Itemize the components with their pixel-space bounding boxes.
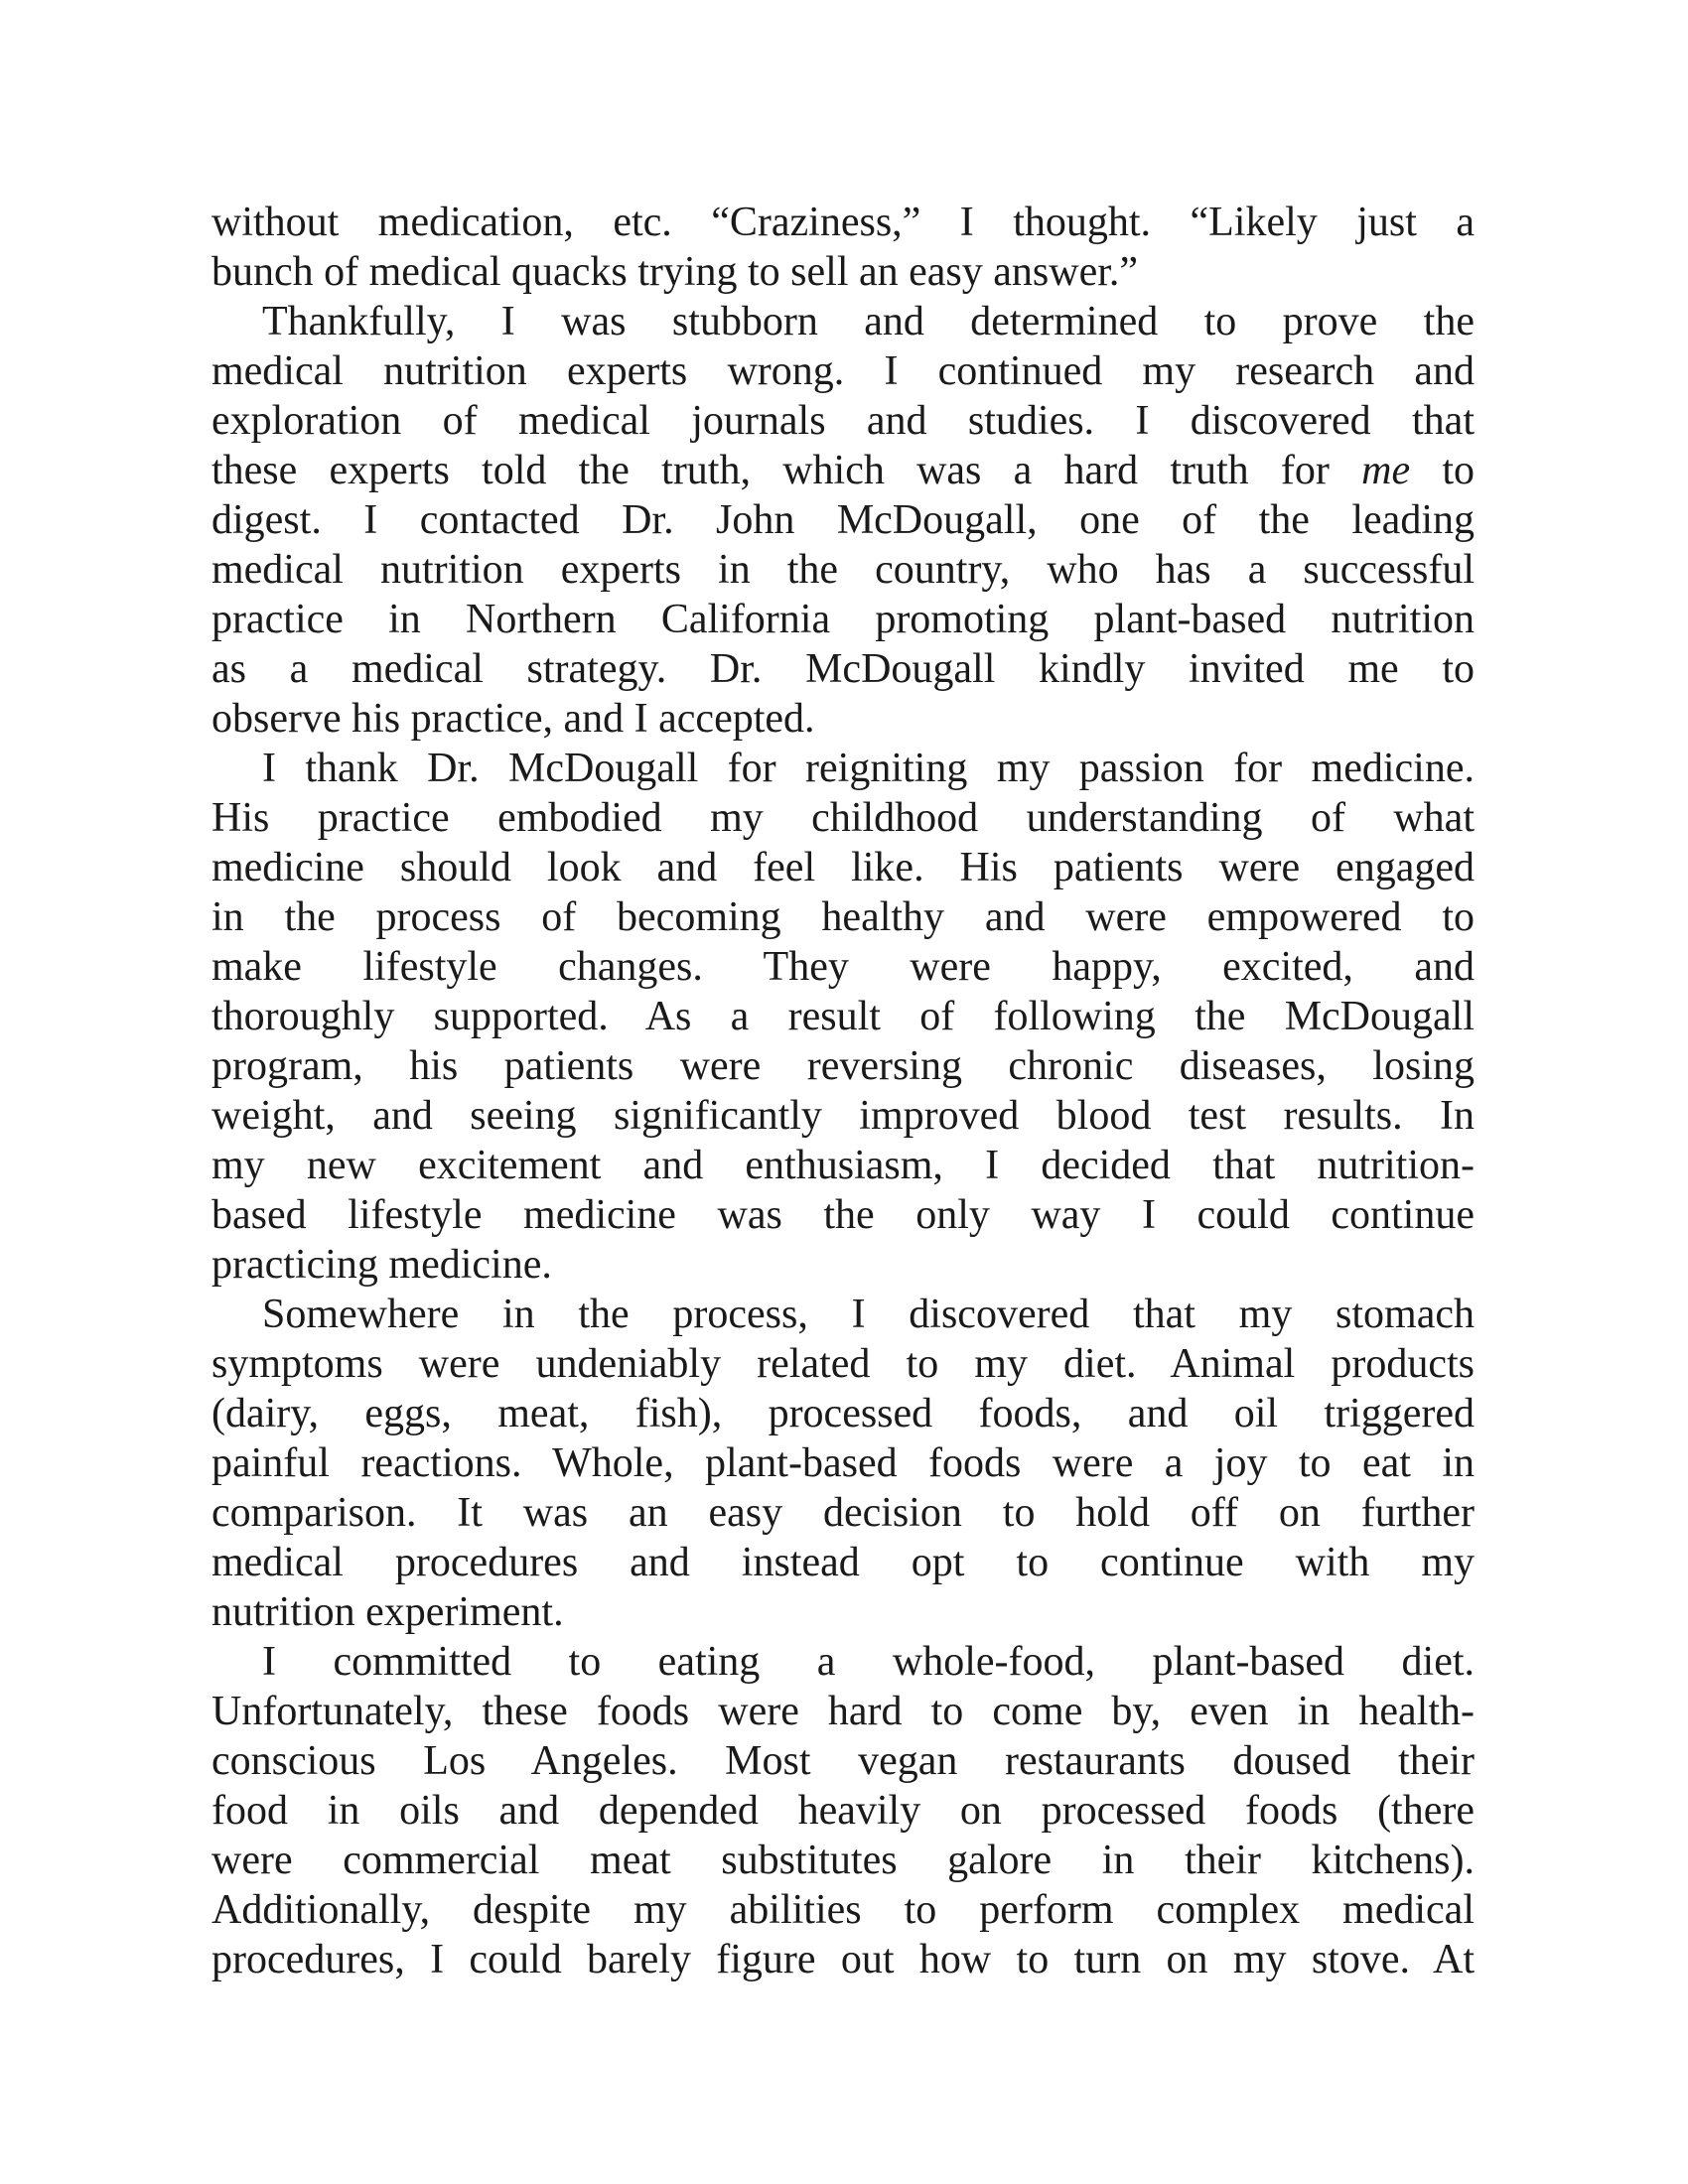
text-line: medical nutrition experts wrong. I continued my research and xyxy=(211,348,1475,394)
text-line: Somewhere in the process, I discovered that my stomach xyxy=(262,1292,1475,1337)
text-segment: to xyxy=(1410,448,1476,493)
paragraph xyxy=(211,1290,1475,1637)
text-line: medical procedures and instead opt to continue with my xyxy=(211,1540,1475,1585)
text-line: painful reactions. Whole, plant-based foods were a joy to eat in xyxy=(211,1440,1475,1486)
emphasis: me xyxy=(1361,448,1411,493)
text-line: nutrition experiment. xyxy=(211,1589,564,1635)
text-line: Additionally, despite my abilities to perform complex medical xyxy=(211,1887,1475,1933)
paragraph xyxy=(211,744,1475,1290)
text-line: my new excitement and enthusiasm, I decided that nutrition- xyxy=(211,1143,1475,1188)
text-line: bunch of medical quacks trying to sell an easy answer.” xyxy=(211,249,1139,295)
text-line: practice in Northern California promoting plant-based nutrition xyxy=(211,597,1475,642)
text-line: medicine should look and feel like. His patients were engaged xyxy=(211,845,1475,890)
paragraph xyxy=(211,1637,1475,1984)
paragraph xyxy=(211,198,1475,297)
text-line: weight, and seeing significantly improved blood test results. In xyxy=(211,1093,1475,1139)
text-line: His practice embodied my childhood understanding of what xyxy=(211,795,1475,841)
text-line: I committed to eating a whole-food, plant-based diet. xyxy=(262,1639,1475,1685)
text-line: medical nutrition experts in the country, who has a successful xyxy=(211,547,1475,593)
text-line: Thankfully, I was stubborn and determined to prove the xyxy=(262,299,1475,344)
text-line: based lifestyle medicine was the only way I could continue xyxy=(211,1192,1475,1238)
text-line xyxy=(211,446,1475,495)
text-line: in the process of becoming healthy and were empowered to xyxy=(211,894,1475,940)
text-line: observe his practice, and I accepted. xyxy=(211,696,815,742)
text-line: symptoms were undeniably related to my diet. Animal products xyxy=(211,1341,1475,1387)
paragraph xyxy=(211,297,1475,744)
text-line: thoroughly supported. As a result of following the McDougall xyxy=(211,994,1475,1039)
text-segment: these experts told the truth, which was a hard truth for xyxy=(211,448,1362,493)
text-line: without medication, etc. “Craziness,” I thought. “Likely just a xyxy=(211,200,1475,245)
text-line: procedures, I could barely figure out how to turn on my stove. At xyxy=(211,1937,1475,1982)
body-text xyxy=(211,198,1475,1984)
text-line: make lifestyle changes. They were happy, excited, and xyxy=(211,944,1475,990)
text-line: digest. I contacted Dr. John McDougall, one of the leading xyxy=(211,497,1475,543)
text-line: I thank Dr. McDougall for reigniting my passion for medicine. xyxy=(262,746,1475,791)
text-line: Unfortunately, these foods were hard to come by, even in health- xyxy=(211,1689,1475,1734)
text-line: program, his patients were reversing chronic diseases, losing xyxy=(211,1043,1475,1089)
text-line: comparison. It was an easy decision to hold off on further xyxy=(211,1490,1475,1536)
text-line: practicing medicine. xyxy=(211,1242,552,1288)
text-line: were commercial meat substitutes galore in their kitchens). xyxy=(211,1838,1475,1883)
text-line: as a medical strategy. Dr. McDougall kindly invited me to xyxy=(211,646,1475,692)
text-line: (dairy, eggs, meat, fish), processed foods, and oil triggered xyxy=(211,1391,1475,1436)
text-line: conscious Los Angeles. Most vegan restaurants doused their xyxy=(211,1738,1475,1784)
text-line: food in oils and depended heavily on processed foods (there xyxy=(211,1788,1475,1834)
text-line: exploration of medical journals and studies. I discovered that xyxy=(211,398,1475,444)
